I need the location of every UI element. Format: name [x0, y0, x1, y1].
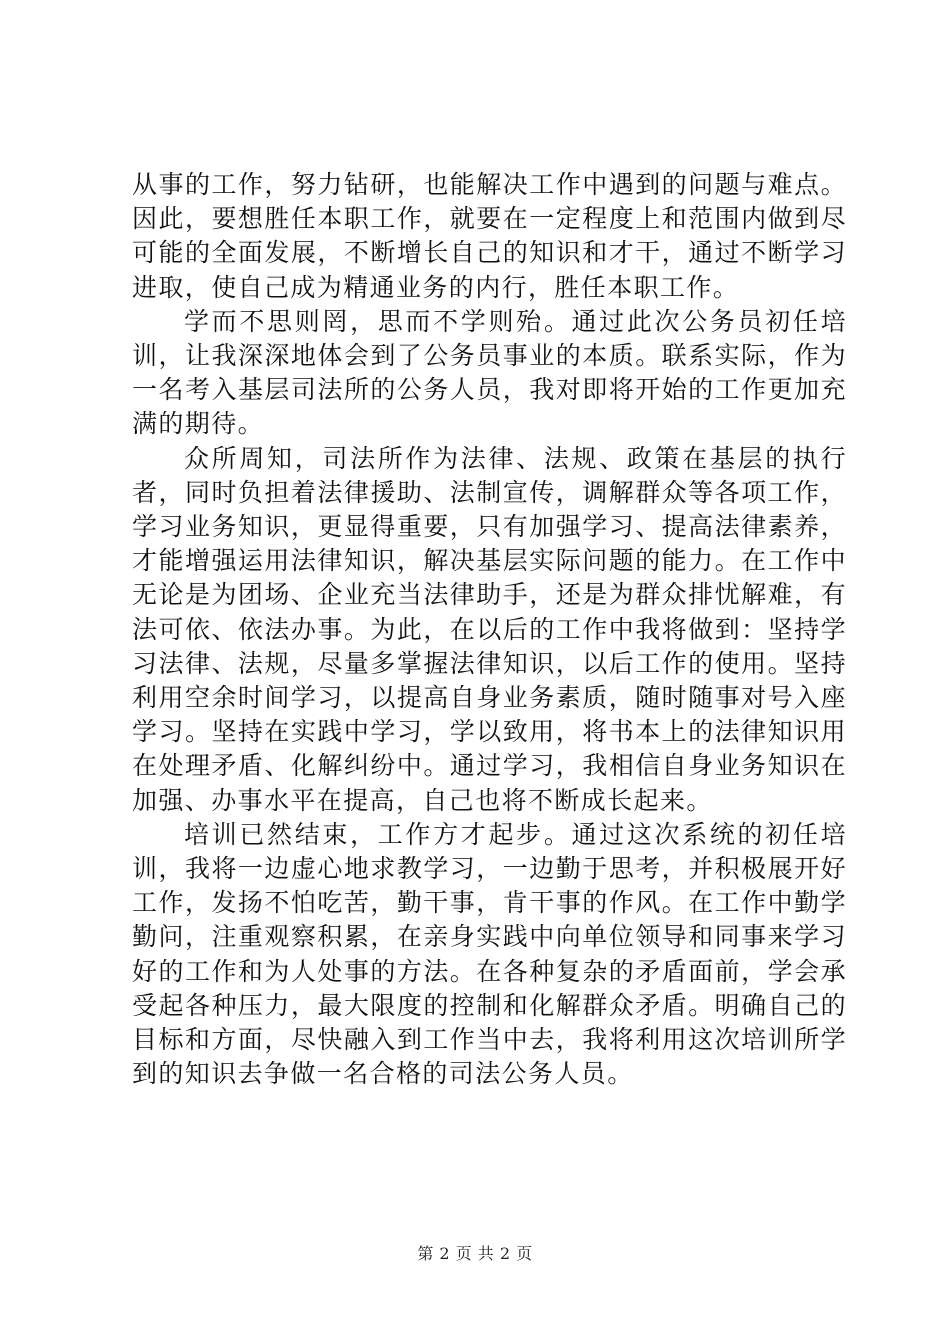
paragraph-reflection: 学而不思则罔，思而不学则殆。通过此次公务员初任培训，让我深深地体会到了公务员事业的本质。联系实际，作为一名考入基层司法所的公务人员，我对即将开始的工作更加充满的期待。: [132, 306, 847, 439]
paragraph-continued: 从事的工作，努力钻研，也能解决工作中遇到的问题与难点。因此，要想胜任本职工作，就要在一定程度上和范围内做到尽可能的全面发展，不断增长自己的知识和才干，通过不断学习进取，使自己成为精通业务的内行，胜任本职工作。: [132, 170, 847, 302]
paragraph-judicial-office: 众所周知，司法所作为法律、法规、政策在基层的执行者，同时负担着法律援助、法制宣传，调解群众等各项工作，学习业务知识，更显得重要，只有加强学习、提高法律素养，才能增强运用法律知识，解决基层实际问题的能力。在工作中无论是为团场、企业充当法律助手，还是为群众排忧解难，有法可依、依法办事。为此，在以后的工作中我将做到：坚持学习法律、法规，尽量多掌握法律知识，以后工作的使用。坚持利用空余时间学习，以提高自身业务素质，随时随事对号入座学习。坚持在实践中学习，学以致用，将书本上的法律知识用在处理矛盾、化解纠纷中。通过学习，我相信自身业务知识在加强、办事水平在提高，自己也将不断成长起来。: [132, 443, 847, 815]
page-number-footer: 第 2 页 共 2 页: [417, 1244, 533, 1263]
paragraph-conclusion: 培训已然结束，工作方才起步。通过这次系统的初任培训，我将一边虚心地求教学习，一边勤于思考，并积极展开好工作，发扬不怕吃苦，勤干事，肯干事的作风。在工作中勤学勤问，注重观察积累，在亲身实践中向单位领导和同事来学习好的工作和为人处事的方法。在各种复杂的矛盾面前，学会承受起各种压力，最大限度的控制和化解群众矛盾。明确自己的目标和方面，尽快融入到工作当中去，我将利用这次培训所学到的知识去争做一名合格的司法公务人员。: [132, 819, 847, 1089]
document-body: [132, 168, 847, 1091]
